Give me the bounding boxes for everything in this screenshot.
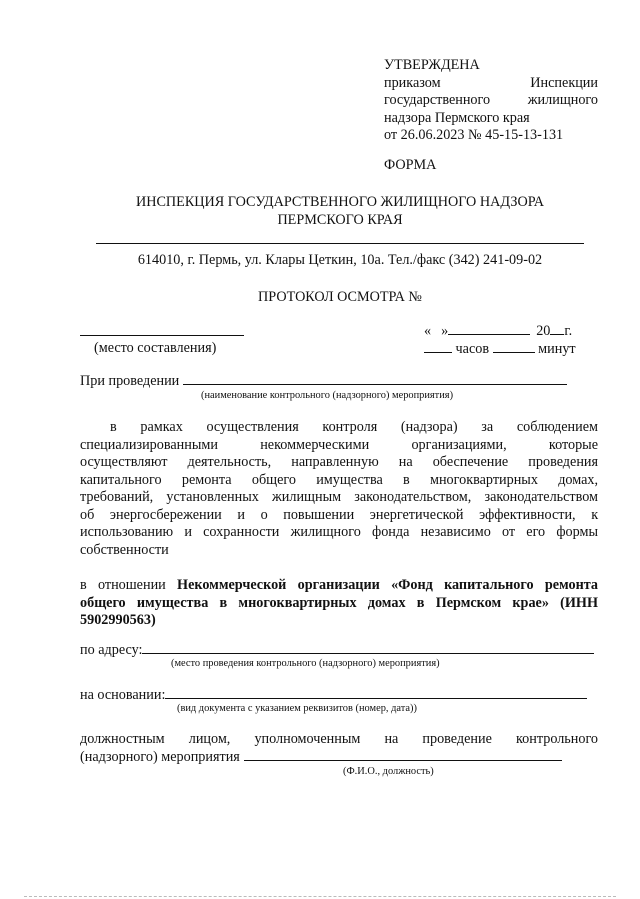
time-field[interactable]: часов минут	[424, 340, 576, 359]
org-name: ИНСПЕКЦИЯ ГОСУДАРСТВЕННОГО ЖИЛИЩНОГО НАДЗОРА ПЕРМСКОГО КРАЯ	[135, 194, 545, 228]
body-line-last: собственности	[80, 541, 169, 558]
page-bottom-border	[24, 896, 616, 897]
hours-field[interactable]	[424, 340, 452, 353]
body-line: осуществляют деятельность, направленную на обеспечение проведения	[80, 454, 599, 470]
conducting-row: При проведении	[80, 372, 600, 391]
conducting-caption: (наименование контрольного (надзорного) мероприятия)	[201, 390, 454, 401]
date-field[interactable]: « » 20 г.	[424, 323, 573, 339]
regarding-line: общего имущества в многоквартирных домах в Пермском крае» (ИНН	[80, 594, 598, 611]
org-address: 614010, г. Пермь, ул. Клары Цеткин, 10а. Тел./факс (342) 241-09-02	[137, 252, 543, 268]
address-row: по адресу:	[80, 641, 600, 660]
address-caption: (место проведения контрольного (надзорного) мероприятия)	[171, 658, 440, 669]
body-paragraph	[80, 419, 598, 559]
approval-order-number: от 26.06.2023 № 45-15-13-131	[384, 127, 564, 143]
regarding-line: в отношении Некоммерческой организации «Фонд капитального ремонта	[80, 577, 598, 593]
basis-input[interactable]	[165, 686, 587, 699]
official-caption: (Ф.И.О., должность)	[343, 766, 434, 777]
date-year-field[interactable]	[550, 322, 564, 335]
approval-line-1: приказом Инспекции	[384, 74, 598, 91]
body-line: в рамках осуществления контроля (надзора) за соблюдением	[110, 419, 599, 435]
date-month-field[interactable]	[448, 322, 530, 335]
official-input[interactable]	[244, 748, 562, 761]
approval-block	[384, 57, 598, 145]
approval-line-3: надзора Пермского края	[384, 109, 530, 126]
place-caption: (место составления)	[94, 340, 217, 356]
minutes-field[interactable]	[493, 340, 535, 353]
body-line: использованию и сохранности жилищного фонда независимо от его формы	[80, 524, 599, 540]
official-row: (надзорного) мероприятия	[80, 748, 600, 767]
approval-title: УТВЕРЖДЕНА	[384, 57, 480, 73]
org-divider	[96, 243, 584, 244]
approval-line-2: государственного жилищного	[384, 92, 598, 108]
conducting-field[interactable]	[183, 372, 567, 385]
body-line: специализированными некоммерческими организациями, которые	[80, 436, 599, 453]
protocol-title: ПРОТОКОЛ ОСМОТРА №	[258, 289, 422, 305]
regarding-line: 5902990563)	[80, 612, 156, 628]
official-line: должностным лицом, уполномоченным на проведение контрольного	[80, 731, 599, 747]
regarding-block	[80, 577, 598, 630]
body-line: требований, установленных жилищным законодательством, законодательством	[80, 489, 599, 505]
basis-row: на основании:	[80, 686, 600, 705]
body-line: капитального ремонта общего имущества в многоквартирных домах,	[80, 471, 599, 488]
body-line: об энергосбережении и о повышении энергетической эффективности, к	[80, 506, 599, 523]
place-field[interactable]	[80, 335, 244, 336]
basis-caption: (вид документа с указанием реквизитов (номер, дата))	[177, 703, 417, 714]
form-label: ФОРМА	[384, 157, 437, 173]
address-input[interactable]	[142, 641, 594, 654]
